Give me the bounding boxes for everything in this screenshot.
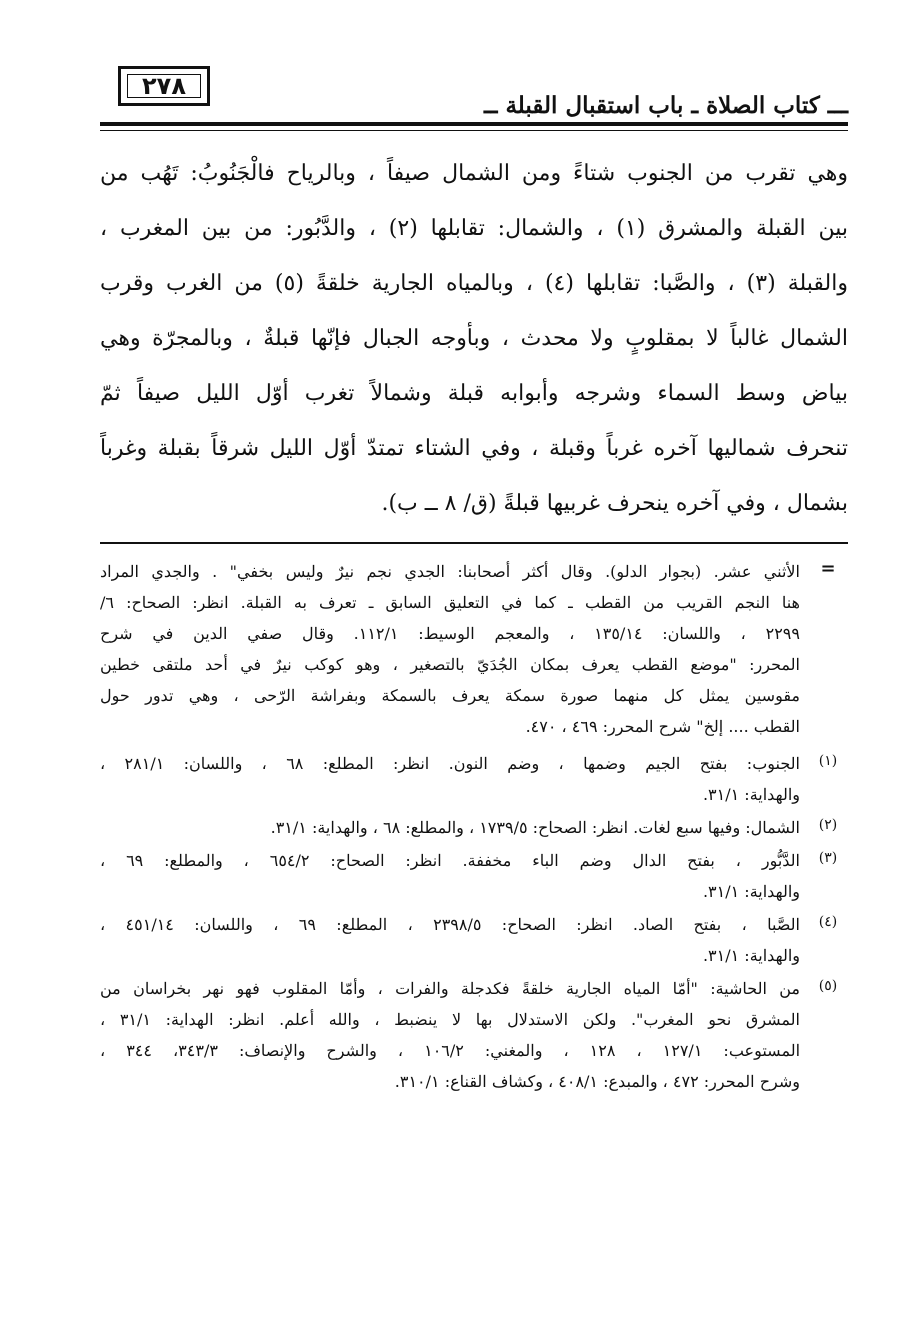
main-text-line: بين القبلة والمشرق (١) ، والشمال: تقابلها (٢) ، والدَّبُور: من بين المغرب ،	[100, 216, 848, 241]
page-number-box	[118, 66, 210, 106]
footnote-line: هنا النجم القريب من القطب ـ كما في التعليق السابق ـ تعرف به القبلة. انظر: الصحاح: ٦/	[100, 593, 800, 612]
footnote-marker: (٣)	[818, 850, 838, 866]
header-rule	[100, 122, 848, 126]
footnote-1	[100, 748, 846, 810]
footnote-line: الأثني عشر. (بجوار الدلو). وقال أكثر أصحابنا: الجدي نجم نيرٌ وليس بخفي" . والجدي المراد	[100, 562, 800, 581]
footnote-line: الجنوب: بفتح الجيم وضمها ، وضم النون. انظر: المطلع: ٦٨ ، واللسان: ٢٨١/١ ،	[100, 754, 800, 773]
footnotes	[100, 556, 846, 1099]
footnote-2	[100, 812, 846, 843]
footnote-line: وشرح المحرر: ٤٧٢ ، والمبدع: ٤٠٨/١ ، وكشاف القناع: ٣١٠/١.	[394, 1072, 800, 1091]
running-title: ـــ كتاب الصلاة ـ باب استقبال القبلة ــ	[483, 92, 848, 119]
footnote-marker: (٥)	[818, 978, 838, 994]
footnote-3	[100, 845, 846, 907]
footnote-line: الشمال: وفيها سبع لغات. انظر: الصحاح: ١٧٣٩/٥ ، والمطلع: ٦٨ ، والهداية: ٣١/١.	[270, 818, 800, 837]
footnote-line: ٢٢٩٩ ، واللسان: ١٣٥/١٤ ، والمعجم الوسيط: ١١٢/١. وقال صفي الدين في شرح	[100, 624, 800, 643]
footnote-5	[100, 973, 846, 1097]
footnote-line: المشرق نحو المغرب". ولكن الاستدلال بها لا ينضبط ، والله أعلم. انظر: الهداية: ٣١/١ ،	[100, 1010, 800, 1029]
footnote-marker: (١)	[818, 753, 838, 769]
footnote-line: والهداية: ٣١/١.	[702, 785, 800, 804]
page-number: ٢٧٨	[142, 72, 186, 100]
footnote-line: المستوعب: ١٢٧/١ ، ١٢٨ ، والمغني: ١٠٦/٢ ، والشرح والإنصاف: ٣٤٣/٣، ٣٤٤ ،	[100, 1041, 800, 1060]
main-text-line: والقبلة (٣) ، والصَّبا: تقابلها (٤) ، وبالمياه الجارية خلقةً (٥) من الغرب وقرب	[100, 271, 848, 296]
main-text-line: بشمال ، وفي آخره ينحرف غربيها قبلةً (ق/ ٨ ــ ب).	[381, 491, 848, 516]
main-text-line: الشمال غالباً لا بمقلوبٍ ولا محدث ، وبأوجه الجبال فإنّها قبلةٌ ، وبالمجرّة وهي	[100, 326, 848, 351]
footnote-4	[100, 909, 846, 971]
header-rule-thin	[100, 130, 848, 131]
footnote-line: الدَّبُّور ، بفتح الدال وضم الباء مخففة. انظر: الصحاح: ٦٥٤/٢ ، والمطلع: ٦٩ ،	[100, 851, 800, 870]
footnote-line: من الحاشية: "أمّا المياه الجارية خلقةً فكدجلة والفرات ، وأمّا المقلوب فهو نهر بخراسان من	[100, 979, 800, 998]
footnote-continuation	[100, 556, 846, 742]
main-text-line: تنحرف شماليها آخره غرباً وقبلة ، وفي الشتاء تمتدّ أوّل الليل شرقاً بقبلة وغرباً	[100, 436, 848, 461]
footnote-line: مقوسين يمثل كل منهما صورة سمكة يعرف بالسمكة وبفراشة الرّحى ، وهي تدور حول	[100, 686, 800, 705]
main-text-block	[100, 146, 848, 531]
footnote-marker: (٤)	[818, 914, 838, 930]
main-text-line: بياض وسط السماء وشرجه وأبوابه قبلة وشمالاً تغرب أوّل الليل صيفاً ثمّ	[100, 381, 848, 406]
footnote-line: والهداية: ٣١/١.	[702, 882, 800, 901]
main-text-line: وهي تقرب من الجنوب شتاءً ومن الشمال صيفاً ، وبالرياح فالْجَنُوبُ: تَهُب من	[100, 161, 848, 186]
footnote-separator	[100, 542, 848, 544]
footnote-line: الصَّبا ، بفتح الصاد. انظر: الصحاح: ٢٣٩٨/٥ ، المطلع: ٦٩ ، واللسان: ٤٥١/١٤ ،	[100, 915, 800, 934]
footnote-line: المحرر: "موضع القطب يعرف بمكان الجُدَيّ بالتصغير ، وهو كوكب نيرٌ في أحد ملتقى خطين	[100, 655, 800, 674]
footnote-marker: =	[820, 558, 836, 579]
footnote-marker: (٢)	[818, 817, 838, 833]
footnote-line: والهداية: ٣١/١.	[702, 946, 800, 965]
footnote-line: القطب .... إلخ" شرح المحرر: ٤٦٩ ، ٤٧٠.	[525, 717, 800, 736]
